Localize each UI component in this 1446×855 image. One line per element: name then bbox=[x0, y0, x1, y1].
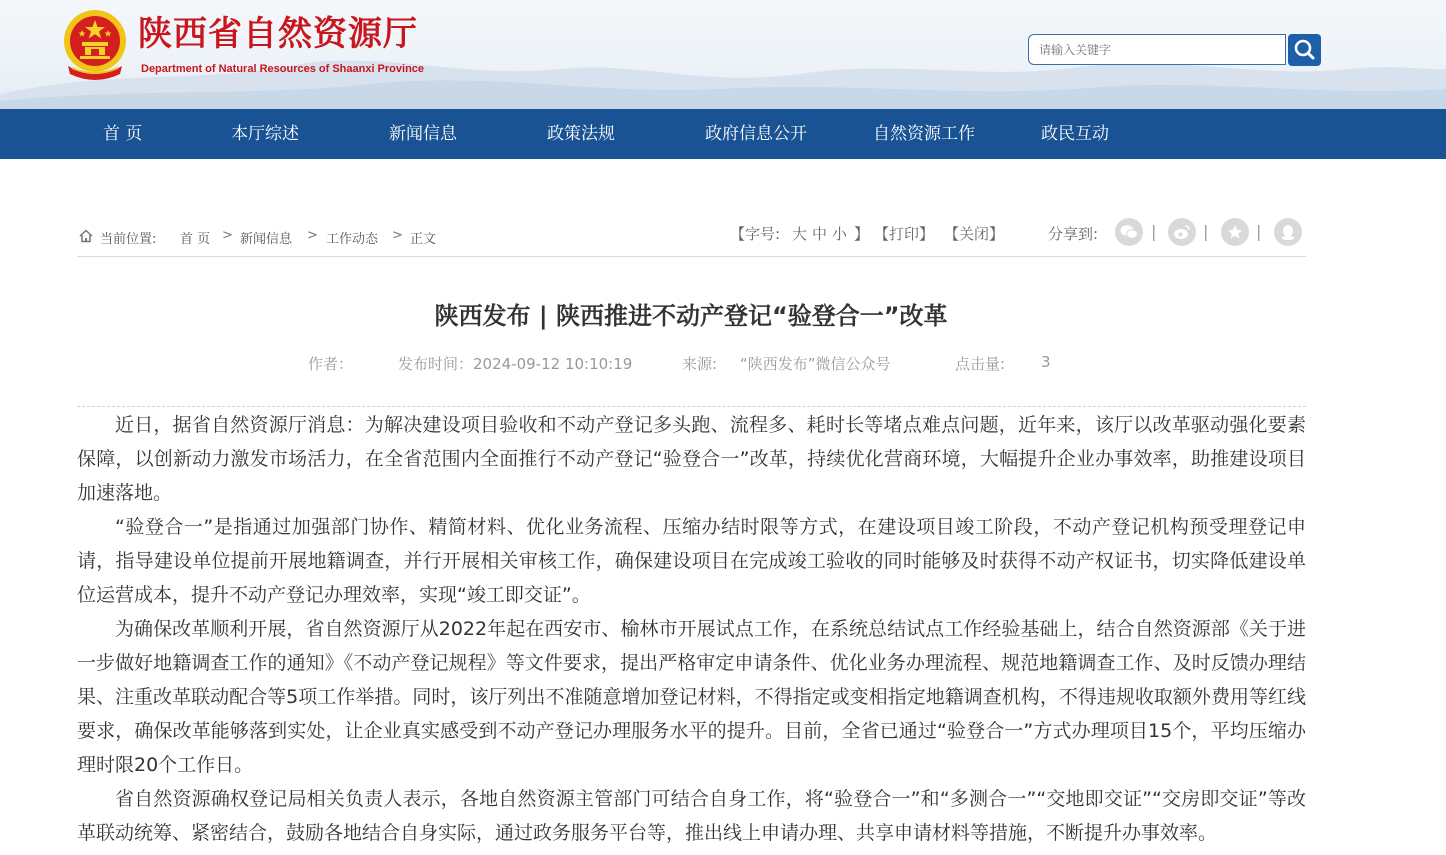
qq-icon bbox=[1274, 218, 1302, 246]
breadcrumb-work-updates[interactable]: 工作动态 bbox=[326, 232, 379, 247]
breadcrumb-news[interactable]: 新闻信息 bbox=[240, 232, 293, 247]
breadcrumb-separator: > bbox=[392, 228, 403, 243]
share-weibo-button[interactable] bbox=[1168, 218, 1196, 246]
share-separator: | bbox=[1256, 222, 1262, 241]
font-size-prefix: 【字号: bbox=[730, 225, 781, 243]
breadcrumb-home[interactable]: 首 页 bbox=[180, 232, 211, 247]
favorite-icon bbox=[1221, 218, 1249, 246]
home-icon bbox=[79, 229, 93, 243]
close-button[interactable]: 【关闭】 bbox=[944, 225, 1005, 243]
breadcrumb-separator: > bbox=[222, 228, 233, 243]
search-input[interactable] bbox=[1028, 34, 1286, 65]
nav-item-policy[interactable]: 政策法规 bbox=[547, 124, 615, 144]
nav-item-news[interactable]: 新闻信息 bbox=[389, 124, 457, 144]
main-nav bbox=[0, 109, 1446, 159]
breadcrumb-bar bbox=[77, 214, 1306, 257]
meta-clicks-value: 3 bbox=[1041, 353, 1051, 371]
font-size-suffix: 】 bbox=[854, 225, 870, 243]
meta-author-label: 作者： bbox=[308, 355, 354, 373]
search-button[interactable] bbox=[1288, 34, 1321, 66]
meta-publish-time: 发布时间：2024-09-12 10:10:19 bbox=[398, 355, 633, 373]
print-button[interactable]: 【打印】 bbox=[874, 225, 935, 243]
meta-clicks-label: 点击量: bbox=[955, 355, 1006, 373]
site-header bbox=[0, 0, 1446, 109]
nav-item-home[interactable]: 首 页 bbox=[103, 124, 143, 144]
site-subtitle: Department of Natural Resources of Shaanxi Province bbox=[141, 63, 425, 75]
nav-item-gov-info[interactable]: 政府信息公开 bbox=[705, 124, 807, 144]
weibo-icon bbox=[1168, 218, 1196, 246]
breadcrumb-label: 当前位置: bbox=[100, 232, 157, 247]
wechat-icon bbox=[1115, 218, 1143, 246]
share-separator: | bbox=[1151, 222, 1157, 241]
search-icon bbox=[1288, 34, 1321, 66]
meta-source-value: “陕西发布”微信公众号 bbox=[740, 355, 891, 373]
article-paragraph: 为确保改革顺利开展，省自然资源厅从2022年起在西安市、榆林市开展试点工作，在系统总结试点工作经验基础上，结合自然资源部《关于进一步做好地籍调查工作的通知》《不动产登记规程》等文件要求，提出严格审定申请条件、优化业务办理流程、规范地籍调查工作、及时反馈办理结果、注重改革联动配合等5项工作举措。同时，该厅列出不准随意增加登记材料，不得指定或变相指定地籍调查机构，不得违规收取额外费用等红线要求，确保改革能够落到实处，让企业真实感受到不动产登记办理服务水平的提升。目前，全省已通过“验登合一”方式办理项目15个，平均压缩办理时限20个工作日。 bbox=[77, 618, 1306, 776]
meta-source-label: 来源: bbox=[682, 355, 718, 373]
share-qq-button[interactable] bbox=[1274, 218, 1302, 246]
share-label: 分享到: bbox=[1048, 225, 1099, 243]
article-paragraph: 省自然资源确权登记局相关负责人表示，各地自然资源主管部门可结合自身工作，将“验登合一”和“多测合一”“交地即交证”“交房即交证”等改革联动统筹、紧密结合，鼓励各地结合自身实际，通过政务服务平台等，推出线上申请办理、共享申请材料等措施，不断提升办事效率。 bbox=[77, 788, 1306, 844]
article-body bbox=[77, 408, 1306, 850]
article-paragraph: “验登合一”是指通过加强部门协作、精简材料、优化业务流程、压缩办结时限等方式，在建设项目竣工阶段，不动产登记机构预受理登记申请，指导建设单位提前开展地籍调查，并行开展相关审核工作，确保建设项目在完成竣工验收的同时能够及时获得不动产权证书，切实降低建设单位运营成本，提升不动产登记办理效率，实现“竣工即交证”。 bbox=[77, 516, 1306, 606]
font-size-small[interactable]: 小 bbox=[832, 225, 848, 243]
site-title[interactable]: 陕西省自然资源厅 bbox=[138, 14, 418, 54]
national-emblem-icon bbox=[60, 8, 130, 80]
breadcrumb-separator: > bbox=[307, 228, 318, 243]
share-wechat-button[interactable] bbox=[1115, 218, 1143, 246]
share-favorite-button[interactable] bbox=[1221, 218, 1249, 246]
breadcrumb-current: 正文 bbox=[410, 232, 437, 247]
share-separator: | bbox=[1203, 222, 1209, 241]
nav-item-natural-resources[interactable]: 自然资源工作 bbox=[873, 124, 975, 144]
meta-divider bbox=[77, 406, 1306, 407]
nav-item-interaction[interactable]: 政民互动 bbox=[1041, 124, 1109, 144]
article-title: 陕西发布 | 陕西推进不动产登记“验登合一”改革 bbox=[434, 302, 948, 330]
font-size-medium[interactable]: 中 bbox=[812, 225, 828, 243]
nav-item-overview[interactable]: 本厅综述 bbox=[231, 124, 299, 144]
font-size-large[interactable]: 大 bbox=[792, 225, 808, 243]
article-paragraph: 近日，据省自然资源厅消息：为解决建设项目验收和不动产登记多头跑、流程多、耗时长等堵点难点问题，近年来，该厅以改革驱动强化要素保障，以创新动力激发市场活力，在全省范围内全面推行不动产登记“验登合一”改革，持续优化营商环境，大幅提升企业办事效率，助推建设项目加速落地。 bbox=[77, 414, 1306, 504]
